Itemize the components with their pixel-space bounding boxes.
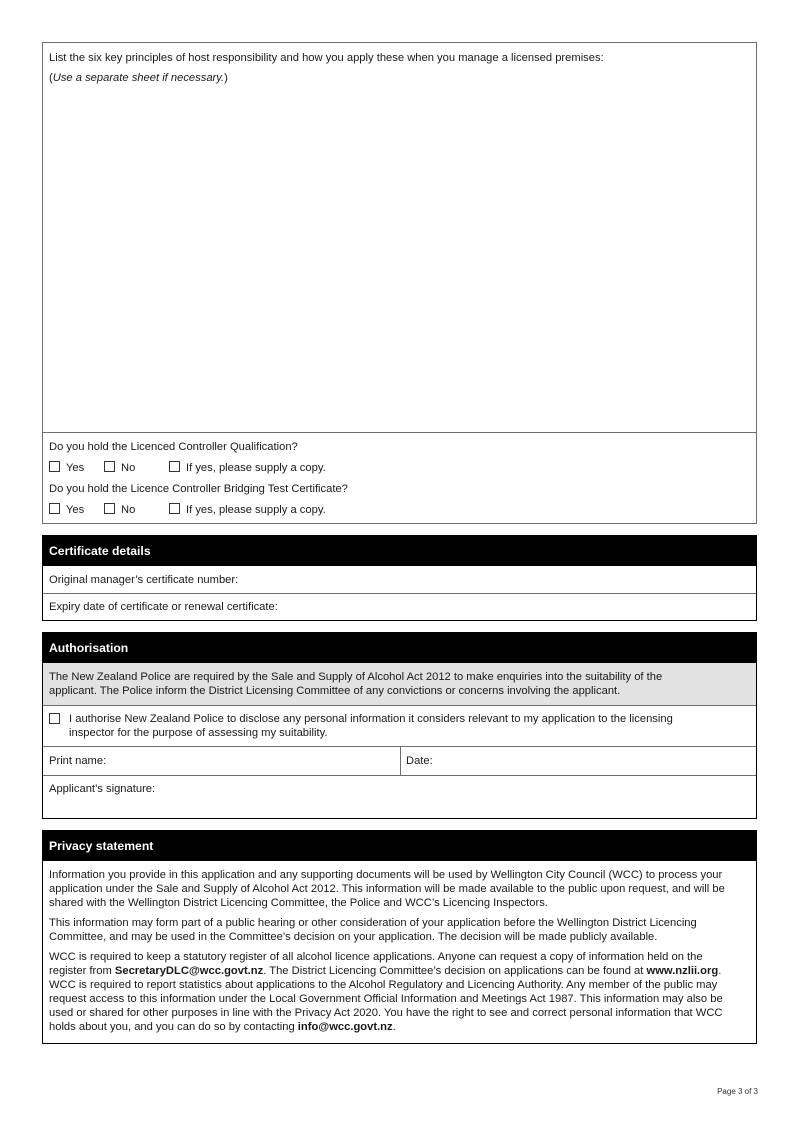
privacy-paragraph-1: Information you provide in this application and any supporting documents will be used by Wellington City Council (WCC) to process your application under the Sale and Supply of Alcohol Act 2012. This information will be made available to the public upon request, and will be shared with the Wellington District Licencing Committee, the Police and WCC’s Licencing Inspectors.	[49, 869, 725, 909]
qualification-question-2: Do you hold the Licence Controller Bridging Test Certificate?	[49, 483, 348, 495]
privacy-paragraph-2: This information may form part of a public hearing or other consideration of your application before the Wellington District Licencing Committee, and may be used in the Committee’s decision on your application. The decision will be made publicly available.	[49, 917, 697, 943]
p3-text-a: WCC is required to keep a statutory register of all alcohol licence applications. Anyone can request a copy of information held on the register from	[49, 951, 703, 977]
divider	[43, 705, 756, 706]
q1-yes-checkbox[interactable]	[49, 461, 60, 472]
q1-yes-label: Yes	[66, 462, 85, 474]
q1-supply-label: If yes, please supply a copy.	[186, 462, 326, 474]
principles-prompt: List the six key principles of host responsibility and how you apply these when you manage a licensed premises:	[49, 52, 604, 64]
authorisation-section	[42, 632, 757, 819]
q2-no-label: No	[121, 504, 136, 516]
info-email-link[interactable]: info@wcc.govt.nz	[297, 1021, 393, 1033]
nzlii-link[interactable]: www.nzlii.org	[646, 965, 719, 977]
p3-text-b: . The District Licencing Committee’s decision on applications can be found at	[263, 965, 647, 977]
privacy-section	[42, 830, 757, 1044]
certificate-section	[42, 535, 757, 621]
signature-label: Applicant’s signature:	[49, 783, 156, 795]
principles-note	[49, 71, 228, 85]
q1-supply-option[interactable]	[169, 461, 326, 475]
q1-no-checkbox[interactable]	[104, 461, 115, 472]
authorisation-info-line-2: applicant. The Police inform the District Licensing Committee of any convictions or concerns involving the applicant.	[49, 685, 621, 697]
date-field[interactable]	[438, 747, 755, 775]
divider	[400, 746, 401, 775]
q1-yes-option[interactable]	[49, 461, 84, 475]
original-number-label: Original manager’s certificate number:	[49, 574, 239, 586]
expiry-label: Expiry date of certificate or renewal certificate:	[49, 601, 278, 613]
privacy-paragraph-3	[49, 950, 742, 1034]
q1-supply-checkbox[interactable]	[169, 461, 180, 472]
privacy-header: Privacy statement	[43, 831, 756, 861]
print-name-label: Print name:	[49, 755, 107, 767]
q1-no-label: No	[121, 462, 136, 474]
q2-no-option[interactable]	[104, 503, 135, 517]
authorise-consent-line-2: inspector for the purpose of assessing my suitability.	[69, 727, 328, 739]
privacy-text	[49, 868, 742, 1040]
q2-supply-label: If yes, please supply a copy.	[186, 504, 326, 516]
secretary-email-link[interactable]: SecretaryDLC@wcc.govt.nz	[114, 965, 264, 977]
principles-section	[42, 42, 757, 524]
q2-yes-label: Yes	[66, 504, 85, 516]
page-number: Page 3 of 3	[717, 1087, 758, 1096]
p3-text-c: . WCC is required to report statistics about applications to the Alcohol Regulatory and Licencing Authority. Any member of the public may request access to this information under the Local Government Official Information and Meetings Act 1987. This information may also be used or shared for other purposes in line with the Privacy Act 2020. You have the right to see and correct personal information that WCC holds about you, and you can do so by contacting	[49, 965, 723, 1033]
principles-answer-area[interactable]	[44, 91, 755, 431]
divider	[43, 432, 756, 433]
q2-supply-checkbox[interactable]	[169, 503, 180, 514]
q2-yes-checkbox[interactable]	[49, 503, 60, 514]
signature-field[interactable]	[173, 776, 755, 818]
print-name-field[interactable]	[113, 747, 399, 775]
authorisation-info	[43, 663, 756, 705]
q2-supply-option[interactable]	[169, 503, 326, 517]
original-number-field[interactable]	[263, 567, 755, 593]
qualification-question-1: Do you hold the Licenced Controller Qualification?	[49, 441, 298, 453]
authorise-checkbox[interactable]	[49, 713, 60, 724]
q1-no-option[interactable]	[104, 461, 135, 475]
expiry-field[interactable]	[313, 594, 755, 620]
note-italic: Use a separate sheet if necessary.	[52, 72, 225, 84]
p3-text-end: .	[392, 1021, 396, 1033]
certificate-header: Certificate details	[43, 536, 756, 566]
authorisation-info-line-1: The New Zealand Police are required by the Sale and Supply of Alcohol Act 2012 to make enquiries into the suitability of the	[49, 671, 663, 683]
authorise-consent-line-1: I authorise New Zealand Police to disclose any personal information it considers relevant to my application to the licensing	[69, 713, 673, 725]
authorisation-header: Authorisation	[43, 633, 756, 663]
q2-yes-option[interactable]	[49, 503, 84, 517]
note-open: (	[49, 72, 53, 84]
note-close: )	[224, 72, 228, 84]
q2-no-checkbox[interactable]	[104, 503, 115, 514]
date-label: Date:	[406, 755, 433, 767]
